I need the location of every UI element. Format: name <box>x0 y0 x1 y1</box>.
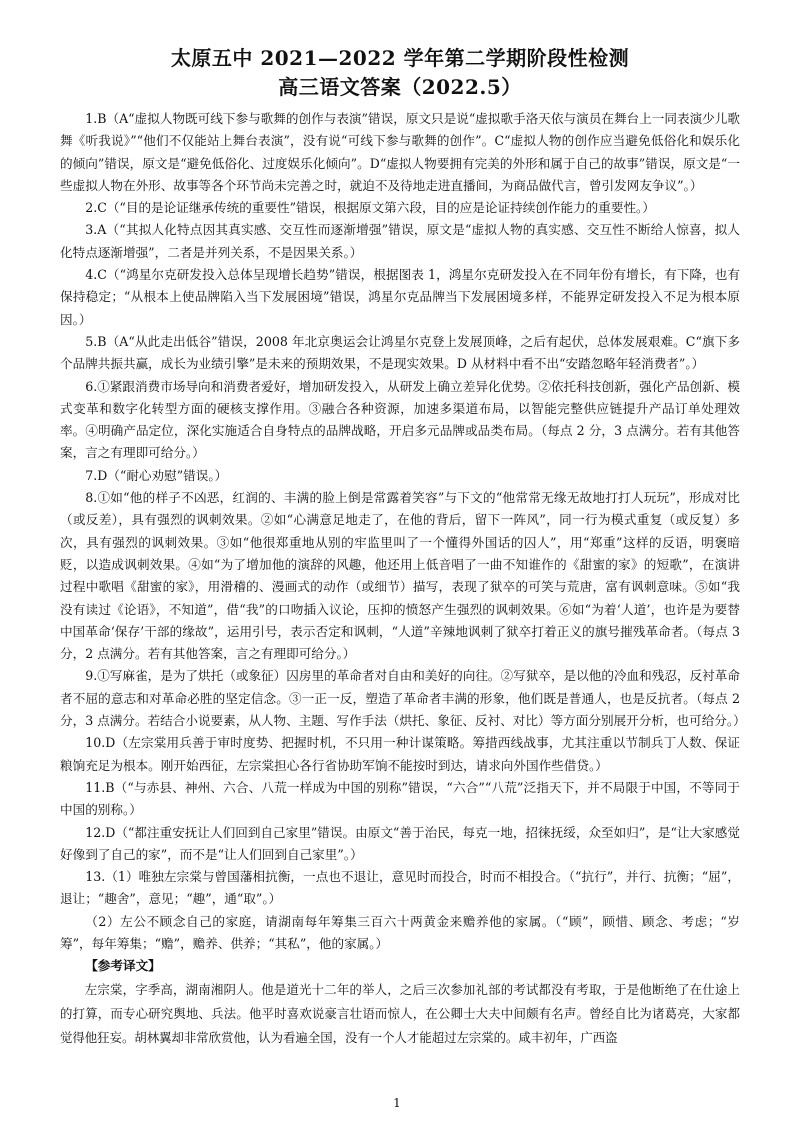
answer-9: 9.①写麻雀，是为了烘托（或象征）囚房里的革命者对自由和美好的向往。②写狱卒，是以他的冷血和残忍，反衬革命者不屈的意志和对革命必胜的坚定信念。③一正一反，塑造了革命者丰满的形象，他们既是普通人，也是反抗者。（每点 2 分，3 点满分。若结合小说要素，从人物、主题、写作手法（烘托、象征、反衬、对比）等方面分别展开分析，也可给分。） <box>60 668 746 729</box>
answer-11: 11.B（“与赤县、神州、六合、八荒一样成为中国的别称”错误，“六合”“八荒”泛指天下，并不局限于中国，不等同于中国的别称。） <box>60 779 740 818</box>
answer-6: 6.①紧跟消费市场导向和消费者爱好，增加研发投入，从研发上确立差异化优势。②依托科技创新，强化产品创新、模式变革和数字化转型方面的硬核支撑作用。③融合各种资源，加速多渠道布局，以智能完整供应链提升产品订单处理效率。④明确产品定位，深化实施适合自身特点的品牌战略，开启多元品牌或品类布局。（每点 2 分，3 点满分。若有其他答案，言之有理即可给分。） <box>60 378 740 461</box>
translation-text: 左宗棠，字季高，湖南湘阴人。他是道光十二年的举人，之后三次参加礼部的考试都没有考取，于是他断绝了在仕途上的打算，而专心研究舆地、兵法。他平时喜欢说豪言壮语而惊人，在公卿士大夫中间颇有名声。曾经自比为诸葛亮，大家都觉得他狂妄。胡林翼却非常欣赏他，认为看遍全国，没有一个人才能超过左宗棠的。咸丰初年，广西盗 <box>60 981 740 1045</box>
answer-13-part-1: 13.（1）唯独左宗棠与曾国藩相抗衡，一点也不退让，意见时而投合，时而不相投合。（“抗行”，并行、抗衡；“屈”，退让；“趣舍”，意见；“趣”，通“取”。） <box>60 869 740 907</box>
answer-1: 1.B（A“虚拟人物既可线下参与歌舞的创作与表演”错误，原文只是说“虚拟歌手洛天依与演员在舞台上一同表演少儿歌舞《听我说》”“他们不仅能站上舞台表演”，没有说“可线下参与歌舞的创作”。C“虚拟人物的创作应当避免低俗化和娱乐化的倾向”错误，原文是“避免低俗化、过度娱乐化倾向”。D“虚拟人物要拥有完美的外形和属于自己的故事”错误，原文是“一些虚拟人物在外形、故事等各个环节尚未完善之时，就迫不及待地走进直播间，为商品做代言，曾引发网友争议”。） <box>60 111 740 193</box>
answer-5: 5.B（A“从此走出低谷”错误，2008 年北京奥运会让鸿星尔克登上发展顶峰，之后有起伏，总体发展艰难。C“旗下多个品牌共振共赢，成长为业绩引擎”是未来的预期效果，不是现实效果。D 从材料中看不出“安踏忽略年轻消费者”。） <box>60 333 740 372</box>
answer-12: 12.D（“都注重安抚让人们回到自己家里”错误。由原文“善于治民，每克一地，招徕抚绥，众至如归”，是“让大家感觉好像到了自己的家”，而不是“让人们回到自己家里”。） <box>60 824 740 862</box>
answer-13-part-2: （2）左公不顾念自己的家庭，请湖南每年筹集三百六十两黄金来赡养他的家属。（“顾”，顾惜、顾念、考虑；“岁筹”，每年筹集；“赡”，赡养、供养；“其私”，他的家属。） <box>60 913 740 951</box>
answer-7: 7.D（“耐心劝慰”错误。） <box>85 467 228 483</box>
answer-2: 2.C（“目的是论证继承传统的重要性”错误，根据原文第六段，目的应是论证持续创作能力的重要性。） <box>85 200 655 216</box>
translation-heading: 【参考译文】 <box>85 958 161 974</box>
document-subtitle: 高三语文答案（2022.5） <box>278 75 522 99</box>
answer-8: 8.①如“他的样子不凶恶，红润的、丰满的脸上倒是常露着笑容”与下文的“他常常无缘无故地打打人玩玩”，形成对比（或反差），具有强烈的讽刺效果。②如“心满意足地走了，在他的背后，留下一阵风”，同一行为模式重复（或反复）多次，具有强烈的讽刺效果。③如“他很郑重地从别的牢监里叫了一个懂得外国话的囚人”，用“郑重”这样的反语，明褒暗贬，以造成讽刺效果。④如“为了增加他的演辞的风趣，他还用上低音唱了一曲不知谁作的《甜蜜的家》的短歌”，在演讲过程中歌唱《甜蜜的家》，用滑稽的、漫画式的动作（或细节）描写，表现了狱卒的可笑与荒唐，富有讽刺意味。⑤如“我没有读过《论语》，不知道”，借“我”的口吻插入议论，压抑的愤怒产生强烈的讽刺效果。⑥如“为着‘人道’，也许是为要替中国革命‘保存’干部的缘故”，运用引号，表示否定和讽刺，“人道”辛辣地讽刺了狱卒打着正义的旗号摧残革命者。（每点 3 分，2 点满分。若有其他答案，言之有理即可给分。） <box>60 490 740 662</box>
answer-4: 4.C（“鸿星尔克研发投入总体呈现增长趋势”错误，根据图表 1，鸿星尔克研发投入在不同年份有增长，有下降，也有保持稳定；“从根本上使品牌陷入当下发展困境”错误，鸿星尔克品牌当下发展困境多样，不能界定研发投入不足为根本原因。） <box>60 267 740 327</box>
page-number: 1 <box>393 1096 401 1110</box>
answer-10: 10.D（左宗棠用兵善于审时度势、把握时机，不只用一种计谋策略。筹措西线战事，尤其注重以节制兵丁人数、保证粮饷充足为根本。刚开始西征，左宗棠担心各行省协助军饷不能按时到达，请求向外国作些借贷。） <box>60 735 740 773</box>
answer-3: 3.A（“其拟人化特点因其真实感、交互性而逐渐增强”错误，原文是“虚拟人物的真实感、交互性不断给人惊喜，拟人化特点逐渐增强”，二者是并列关系，不是因果关系。） <box>60 222 740 260</box>
document-title: 太原五中 2021—2022 学年第二学期阶段性检测 <box>170 46 630 70</box>
